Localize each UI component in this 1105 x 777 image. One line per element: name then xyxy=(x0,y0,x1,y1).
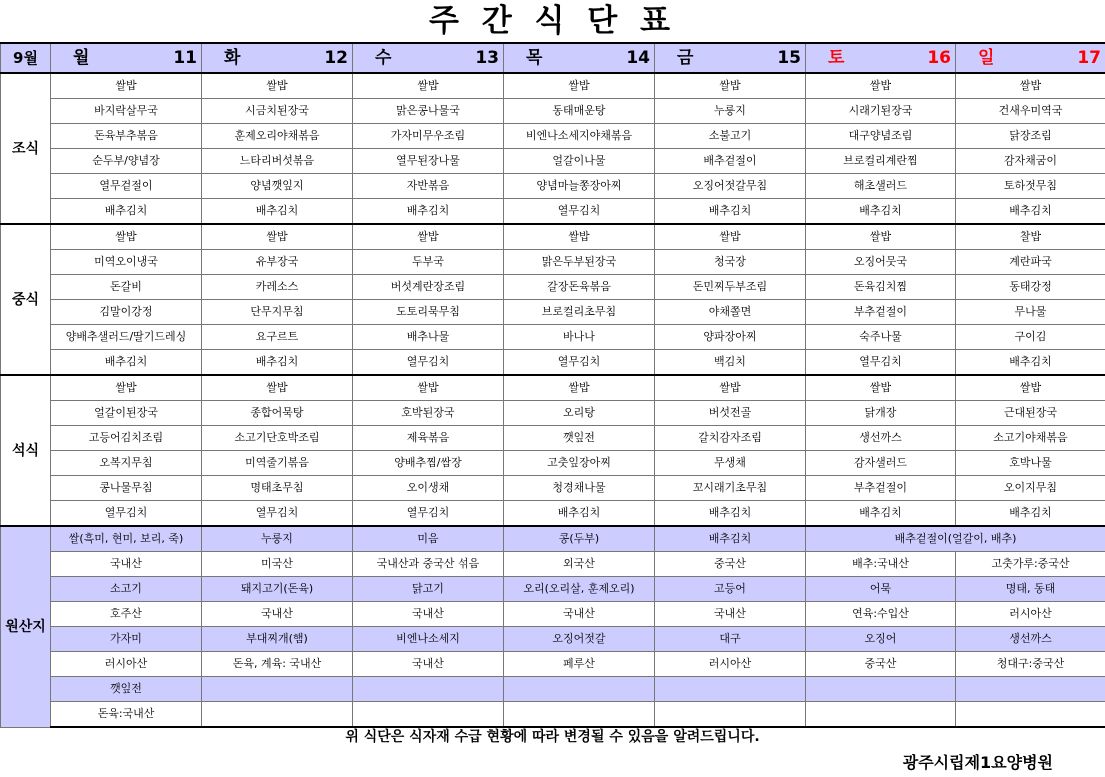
menu-item: 순두부/양념장 xyxy=(51,149,202,174)
menu-item: 열무김치 xyxy=(51,501,202,527)
menu-item: 시래기된장국 xyxy=(806,99,956,124)
menu-item: 종합어묵탕 xyxy=(202,401,353,426)
menu-row xyxy=(1,401,1105,426)
menu-item: 배추김치 xyxy=(655,199,806,225)
menu-item: 열무된장나물 xyxy=(353,149,504,174)
origin-food-item: 배추김치 xyxy=(655,526,806,552)
menu-item: 배추겉절이 xyxy=(655,149,806,174)
menu-row xyxy=(1,501,1105,527)
menu-item: 맑은두부된장국 xyxy=(504,250,655,275)
menu-item: 동태매운탕 xyxy=(504,99,655,124)
origin-country: 중국산 xyxy=(806,652,956,677)
menu-row xyxy=(1,451,1105,476)
origin-food-item: 오징어젓갈 xyxy=(504,627,655,652)
menu-item: 느타리버섯볶음 xyxy=(202,149,353,174)
menu-row xyxy=(1,124,1105,149)
menu-item: 쌀밥 xyxy=(806,375,956,401)
menu-item: 오리탕 xyxy=(504,401,655,426)
menu-row xyxy=(1,350,1105,376)
menu-item: 갈치감자조림 xyxy=(655,426,806,451)
origin-food-item xyxy=(806,677,956,702)
menu-item: 백김치 xyxy=(655,350,806,376)
page-title: 주 간 식 단 표 xyxy=(429,3,676,39)
menu-item: 야채쫄면 xyxy=(655,300,806,325)
menu-item: 대구양념조림 xyxy=(806,124,956,149)
menu-item: 바지락살무국 xyxy=(51,99,202,124)
menu-item: 소고기야채볶음 xyxy=(956,426,1105,451)
menu-item: 꼬시래기초무침 xyxy=(655,476,806,501)
menu-item: 무나물 xyxy=(956,300,1105,325)
menu-item: 양파장아찌 xyxy=(655,325,806,350)
menu-item: 돈민찌두부조림 xyxy=(655,275,806,300)
origin-country: 국내산 xyxy=(353,602,504,627)
origin-food-item: 대구 xyxy=(655,627,806,652)
menu-item: 얼갈이나물 xyxy=(504,149,655,174)
origin-food-item: 닭고기 xyxy=(353,577,504,602)
day-header xyxy=(655,43,806,73)
menu-item: 오징어뭇국 xyxy=(806,250,956,275)
menu-item: 열무김치 xyxy=(806,350,956,376)
day-header xyxy=(956,43,1105,73)
menu-item: 구이김 xyxy=(956,325,1105,350)
menu-item: 쌀밥 xyxy=(353,73,504,99)
origin-item-row xyxy=(1,577,1105,602)
menu-item: 훈제오리야채볶음 xyxy=(202,124,353,149)
origin-food-item: 깻잎전 xyxy=(51,677,202,702)
menu-item: 열무김치 xyxy=(504,350,655,376)
origin-country: 국내산 xyxy=(353,652,504,677)
origin-food-item: 미음 xyxy=(353,526,504,552)
origin-country xyxy=(202,702,353,728)
origin-country: 고춧가루:중국산 xyxy=(956,552,1105,577)
menu-item: 쌀밥 xyxy=(655,73,806,99)
menu-item: 배추김치 xyxy=(202,199,353,225)
menu-item: 콩나물무침 xyxy=(51,476,202,501)
origin-food-item: 돼지고기(돈육) xyxy=(202,577,353,602)
origin-food-item xyxy=(504,677,655,702)
day-name: 금 xyxy=(677,48,694,68)
header-row xyxy=(1,43,1105,73)
menu-item: 쌀밥 xyxy=(51,224,202,250)
day-header xyxy=(202,43,353,73)
meal-label: 석식 xyxy=(1,375,51,526)
origin-food-item: 오리(오리살, 훈제오리) xyxy=(504,577,655,602)
origin-country: 돈육, 계육: 국내산 xyxy=(202,652,353,677)
origin-country: 러시아산 xyxy=(51,652,202,677)
origin-country xyxy=(806,702,956,728)
menu-item: 가자미무우조림 xyxy=(353,124,504,149)
menu-item: 고춧잎장아찌 xyxy=(504,451,655,476)
menu-item: 오징어젓갈무침 xyxy=(655,174,806,199)
menu-row xyxy=(1,250,1105,275)
menu-item: 돈육부추볶음 xyxy=(51,124,202,149)
origin-country: 돈육:국내산 xyxy=(51,702,202,728)
origin-food-item xyxy=(956,677,1105,702)
menu-item: 양념마늘쫑장아찌 xyxy=(504,174,655,199)
menu-item: 쌀밥 xyxy=(51,73,202,99)
menu-item: 배추김치 xyxy=(51,199,202,225)
month-label: 9월 xyxy=(1,43,51,73)
menu-item: 열무김치 xyxy=(353,501,504,527)
menu-item: 오복지무침 xyxy=(51,451,202,476)
change-notice: 위 식단은 식자재 수급 현황에 따라 변경될 수 있음을 알려드립니다. xyxy=(345,729,760,745)
menu-item: 배추김치 xyxy=(202,350,353,376)
menu-item: 명태초무침 xyxy=(202,476,353,501)
origin-country-row xyxy=(1,702,1105,728)
menu-item: 쌀밥 xyxy=(504,375,655,401)
origin-food-item xyxy=(655,677,806,702)
menu-item: 근대된장국 xyxy=(956,401,1105,426)
menu-item: 열무김치 xyxy=(353,350,504,376)
menu-row xyxy=(1,174,1105,199)
day-name: 화 xyxy=(224,48,241,68)
origin-item-row xyxy=(1,677,1105,702)
menu-item: 양배추찜/쌈장 xyxy=(353,451,504,476)
hospital-name: 광주시립제1요양병원 xyxy=(902,753,1053,772)
menu-item: 쌀밥 xyxy=(806,73,956,99)
menu-item: 청경채나물 xyxy=(504,476,655,501)
menu-item: 브로컬리초무침 xyxy=(504,300,655,325)
menu-row xyxy=(1,199,1105,225)
day-header xyxy=(353,43,504,73)
origin-food-item: 쌀(흑미, 현미, 보리, 죽) xyxy=(51,526,202,552)
menu-item: 미역오이냉국 xyxy=(51,250,202,275)
origin-country: 연육:수입산 xyxy=(806,602,956,627)
menu-item: 버섯계란장조림 xyxy=(353,275,504,300)
menu-item: 쌀밥 xyxy=(202,224,353,250)
day-number: 16 xyxy=(927,48,951,68)
day-number: 12 xyxy=(324,48,348,68)
origin-country-row xyxy=(1,652,1105,677)
origin-country: 미국산 xyxy=(202,552,353,577)
menu-item: 배추김치 xyxy=(956,501,1105,527)
menu-item: 생선까스 xyxy=(806,426,956,451)
menu-item: 미역줄기볶음 xyxy=(202,451,353,476)
menu-row xyxy=(1,99,1105,124)
menu-item: 배추김치 xyxy=(655,501,806,527)
menu-item: 찰밥 xyxy=(956,224,1105,250)
origin-food-item: 가자미 xyxy=(51,627,202,652)
menu-item: 쌀밥 xyxy=(806,224,956,250)
menu-item: 깻잎전 xyxy=(504,426,655,451)
origin-food-item: 비엔나소세지 xyxy=(353,627,504,652)
menu-item: 양배추샐러드/딸기드레싱 xyxy=(51,325,202,350)
menu-item: 돈갈비 xyxy=(51,275,202,300)
menu-item: 배추김치 xyxy=(51,350,202,376)
day-name: 일 xyxy=(978,48,995,68)
menu-item: 누룽지 xyxy=(655,99,806,124)
menu-item: 닭장조림 xyxy=(956,124,1105,149)
origin-food-item xyxy=(202,677,353,702)
menu-item: 고등어김치조림 xyxy=(51,426,202,451)
origin-food-item: 생선까스 xyxy=(956,627,1105,652)
menu-row xyxy=(1,426,1105,451)
origin-food-item: 소고기 xyxy=(51,577,202,602)
origin-food-item: 고등어 xyxy=(655,577,806,602)
menu-row xyxy=(1,375,1105,401)
menu-item: 얼갈이된장국 xyxy=(51,401,202,426)
menu-item: 청국장 xyxy=(655,250,806,275)
origin-item-row xyxy=(1,526,1105,552)
meal-label: 중식 xyxy=(1,224,51,375)
menu-item: 부추겉절이 xyxy=(806,300,956,325)
menu-item: 쌀밥 xyxy=(353,375,504,401)
menu-item: 열무김치 xyxy=(202,501,353,527)
origin-country: 배추:국내산 xyxy=(806,552,956,577)
origin-food-item: 오징어 xyxy=(806,627,956,652)
origin-country: 외국산 xyxy=(504,552,655,577)
origin-country: 국내산 xyxy=(202,602,353,627)
origin-label: 원산지 xyxy=(1,526,51,727)
menu-item: 브로컬리계란찜 xyxy=(806,149,956,174)
menu-item: 시금치된장국 xyxy=(202,99,353,124)
menu-item: 소불고기 xyxy=(655,124,806,149)
day-number: 15 xyxy=(777,48,801,68)
origin-country: 국내산 xyxy=(655,602,806,627)
menu-item: 김말이강정 xyxy=(51,300,202,325)
menu-item: 감자채굼이 xyxy=(956,149,1105,174)
menu-item: 쌀밥 xyxy=(202,375,353,401)
day-name: 월 xyxy=(73,48,90,68)
menu-item: 쌀밥 xyxy=(956,73,1105,99)
origin-food-item: 누룽지 xyxy=(202,526,353,552)
menu-row xyxy=(1,275,1105,300)
origin-country: 러시아산 xyxy=(956,602,1105,627)
menu-item: 닭개장 xyxy=(806,401,956,426)
menu-item: 건새우미역국 xyxy=(956,99,1105,124)
menu-item: 쌀밥 xyxy=(956,375,1105,401)
origin-food-item: 콩(두부) xyxy=(504,526,655,552)
menu-item: 배추김치 xyxy=(353,199,504,225)
menu-item: 돈육김치찜 xyxy=(806,275,956,300)
menu-item: 오이지무침 xyxy=(956,476,1105,501)
origin-country xyxy=(655,702,806,728)
menu-item: 쌀밥 xyxy=(504,73,655,99)
day-header xyxy=(504,43,655,73)
menu-item: 자반볶음 xyxy=(353,174,504,199)
menu-item: 열무겉절이 xyxy=(51,174,202,199)
menu-row xyxy=(1,224,1105,250)
menu-item: 제육볶음 xyxy=(353,426,504,451)
menu-item: 배추김치 xyxy=(806,501,956,527)
menu-item: 쌀밥 xyxy=(655,375,806,401)
meal-label: 조식 xyxy=(1,73,51,224)
origin-country: 호주산 xyxy=(51,602,202,627)
menu-item: 카레소스 xyxy=(202,275,353,300)
menu-item: 비엔나소세지야채볶음 xyxy=(504,124,655,149)
menu-item: 두부국 xyxy=(353,250,504,275)
menu-item: 배추김치 xyxy=(806,199,956,225)
origin-country-row xyxy=(1,602,1105,627)
day-number: 17 xyxy=(1077,48,1101,68)
menu-item: 감자샐러드 xyxy=(806,451,956,476)
origin-country xyxy=(956,702,1105,728)
menu-row xyxy=(1,476,1105,501)
origin-country: 국내산과 중국산 섞음 xyxy=(353,552,504,577)
menu-item: 배추김치 xyxy=(504,501,655,527)
menu-item: 호박된장국 xyxy=(353,401,504,426)
origin-food-item xyxy=(353,677,504,702)
menu-item: 배추김치 xyxy=(956,199,1105,225)
menu-item: 쌀밥 xyxy=(655,224,806,250)
menu-item: 해초샐러드 xyxy=(806,174,956,199)
menu-item: 쌀밥 xyxy=(202,73,353,99)
origin-item-row xyxy=(1,627,1105,652)
menu-item: 동태강정 xyxy=(956,275,1105,300)
day-number: 13 xyxy=(475,48,499,68)
menu-item: 호박나물 xyxy=(956,451,1105,476)
menu-item: 배추김치 xyxy=(956,350,1105,376)
menu-row xyxy=(1,300,1105,325)
menu-item: 숙주나물 xyxy=(806,325,956,350)
menu-item: 쌀밥 xyxy=(504,224,655,250)
menu-item: 요구르트 xyxy=(202,325,353,350)
day-number: 14 xyxy=(626,48,650,68)
origin-country-row xyxy=(1,552,1105,577)
day-number: 11 xyxy=(173,48,197,68)
menu-item: 배추나물 xyxy=(353,325,504,350)
origin-country: 중국산 xyxy=(655,552,806,577)
origin-food-item: 배추겉절이(얼갈이, 배추) xyxy=(806,526,1105,552)
menu-item: 쌀밥 xyxy=(353,224,504,250)
menu-item: 바나나 xyxy=(504,325,655,350)
menu-item: 오이생채 xyxy=(353,476,504,501)
menu-item: 유부장국 xyxy=(202,250,353,275)
menu-item: 도토리묵무침 xyxy=(353,300,504,325)
origin-food-item: 명태, 동태 xyxy=(956,577,1105,602)
menu-item: 무생채 xyxy=(655,451,806,476)
menu-item: 단무지무침 xyxy=(202,300,353,325)
day-name: 토 xyxy=(828,48,845,68)
menu-item: 맑은콩나물국 xyxy=(353,99,504,124)
menu-item: 토하젓무침 xyxy=(956,174,1105,199)
menu-item: 열무김치 xyxy=(504,199,655,225)
menu-item: 버섯전골 xyxy=(655,401,806,426)
origin-country: 페루산 xyxy=(504,652,655,677)
day-header xyxy=(806,43,956,73)
origin-country: 청대구:중국산 xyxy=(956,652,1105,677)
menu-item: 갈장돈육볶음 xyxy=(504,275,655,300)
day-name: 목 xyxy=(526,48,543,68)
menu-item: 쌀밥 xyxy=(51,375,202,401)
menu-row xyxy=(1,149,1105,174)
origin-country: 러시아산 xyxy=(655,652,806,677)
menu-item: 계란파국 xyxy=(956,250,1105,275)
origin-food-item: 부대찌개(햄) xyxy=(202,627,353,652)
weekly-menu-table xyxy=(0,42,1105,728)
origin-country: 국내산 xyxy=(51,552,202,577)
origin-country xyxy=(504,702,655,728)
menu-row xyxy=(1,325,1105,350)
menu-item: 양념깻잎지 xyxy=(202,174,353,199)
menu-row xyxy=(1,73,1105,99)
origin-food-item: 어묵 xyxy=(806,577,956,602)
day-name: 수 xyxy=(375,48,392,68)
day-header xyxy=(51,43,202,73)
menu-item: 부추겉절이 xyxy=(806,476,956,501)
menu-item: 소고기단호박조림 xyxy=(202,426,353,451)
origin-country: 국내산 xyxy=(504,602,655,627)
origin-country xyxy=(353,702,504,728)
